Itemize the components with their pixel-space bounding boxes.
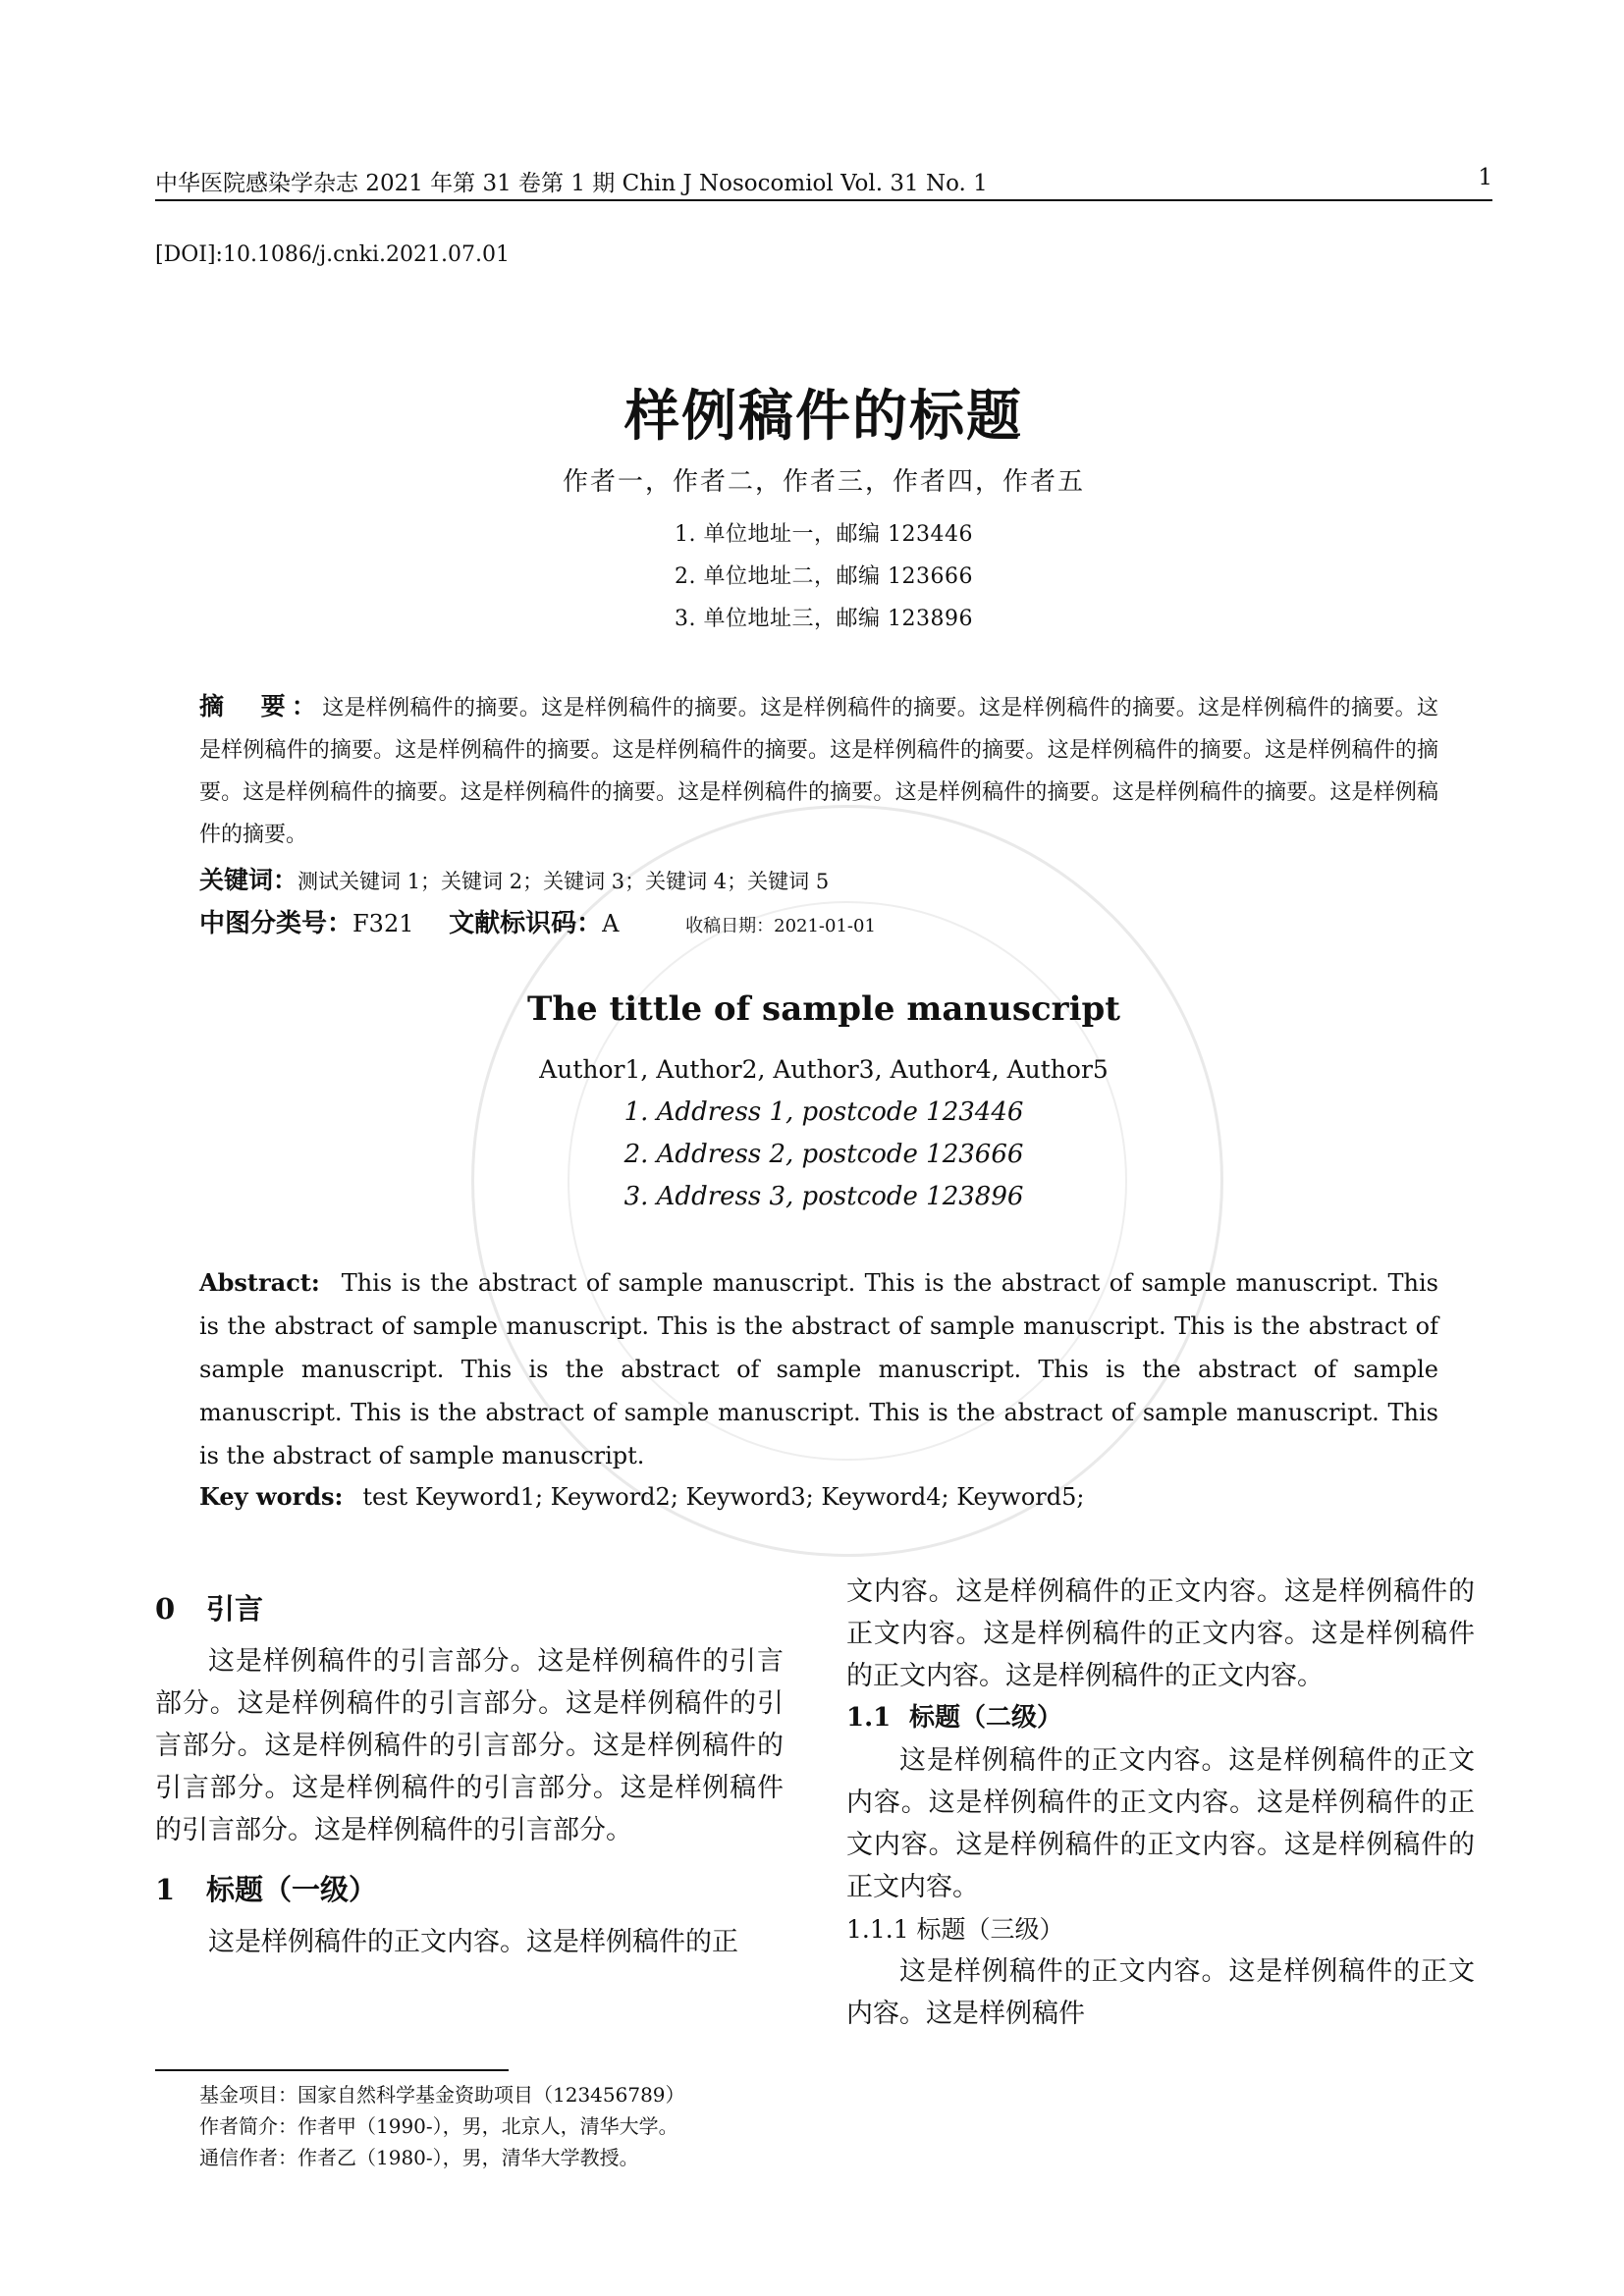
body-right-column bbox=[846, 1571, 1475, 2035]
cn-address-1: 1. 单位地址一，邮编 123446 bbox=[675, 522, 973, 547]
class-label: 中图分类号： bbox=[199, 909, 353, 938]
doi-line: [DOI]:10.1086/j.cnki.2021.07.01 bbox=[155, 242, 510, 267]
section-1-1-paragraph: 这是样例稿件的正文内容。这是样例稿件的正文内容。这是样例稿件的正文内容。这是样例稿件的正文内容。这是样例稿件的正文内容。这是样例稿件的正文内容。 bbox=[846, 1745, 1475, 1902]
section-1-1-heading: 1.1 标题（二级） bbox=[846, 1703, 1063, 1733]
section-0-heading: 0 引言 bbox=[155, 1592, 264, 1626]
body-left-column bbox=[155, 1588, 784, 1963]
en-keywords-label: Key words: bbox=[199, 1482, 344, 1511]
header-rule bbox=[155, 199, 1492, 201]
en-abstract-label: Abstract: bbox=[199, 1268, 320, 1297]
en-address-2: 2. Address 2, postcode 123666 bbox=[623, 1140, 1024, 1169]
footnote-fund: 基金项目：国家自然科学基金资助项目（123456789） bbox=[199, 2083, 685, 2107]
section-0-paragraph: 这是样例稿件的引言部分。这是样例稿件的引言部分。这是样例稿件的引言部分。这是样例稿件的引言部分。这是样例稿件的引言部分。这是样例稿件的引言部分。这是样例稿件的引言部分。这是样例稿件的引言部分。这是样例稿件的引言部分。 bbox=[155, 1646, 784, 1845]
en-keywords bbox=[199, 1482, 1438, 1511]
page-number: 1 bbox=[1478, 165, 1492, 190]
en-authors: Author1, Author2, Author3, Author4, Author5 bbox=[539, 1055, 1109, 1084]
doc-id-label: 文献标识码： bbox=[449, 909, 603, 938]
footnotes bbox=[199, 2079, 685, 2173]
en-address-1: 1. Address 1, postcode 123446 bbox=[623, 1097, 1024, 1127]
received-date: 收稿日期：2021-01-01 bbox=[685, 916, 876, 936]
cn-abstract bbox=[199, 685, 1438, 856]
running-header bbox=[155, 165, 1492, 197]
journal-citation: 中华医院感染学杂志 2021 年第 31 卷第 1 期 Chin J Nosocomiol Vol. 31 No. 1 bbox=[155, 171, 988, 196]
cn-title: 样例稿件的标题 bbox=[624, 384, 1023, 449]
en-abstract-text: This is the abstract of sample manuscript. This is the abstract of sample manuscript. This is the abstract of sample manuscript. This is the abstract of sample manuscript. This is the abstract of sample manuscript. This is the abstract of sample manuscript. This is the abstract of sample manuscript. This is the abstract of sample manuscript. This is the abstract of sample manuscript. This is the abstract of sample manuscript. bbox=[199, 1269, 1438, 1469]
section-1-heading: 1 标题（一级） bbox=[155, 1873, 378, 1906]
class-value: F321 bbox=[352, 910, 414, 937]
cn-keywords-label: 关键词： bbox=[199, 866, 298, 894]
footnote-rule bbox=[155, 2069, 509, 2071]
cn-abstract-label: 摘 要： bbox=[199, 692, 323, 721]
cn-keywords bbox=[199, 861, 1438, 896]
footnote-corresponding: 通信作者：作者乙（1980-），男，清华大学教授。 bbox=[199, 2146, 639, 2169]
cn-authors: 作者一，作者二，作者三，作者四，作者五 bbox=[562, 467, 1085, 497]
cn-address-3: 3. 单位地址三，邮编 123896 bbox=[675, 607, 973, 631]
classification-line bbox=[199, 903, 1438, 939]
section-1-1-1-heading: 1.1.1 标题（三级） bbox=[846, 1915, 1064, 1944]
section-1-1-1-paragraph: 这是样例稿件的正文内容。这是样例稿件的正文内容。这是样例稿件 bbox=[846, 1956, 1475, 2029]
section-1-paragraph-start: 这是样例稿件的正文内容。这是样例稿件的正 bbox=[208, 1927, 738, 1957]
doc-id-value: A bbox=[602, 910, 620, 937]
en-abstract bbox=[199, 1261, 1438, 1477]
section-1-paragraph-cont: 文内容。这是样例稿件的正文内容。这是样例稿件的正文内容。这是样例稿件的正文内容。这是样例稿件的正文内容。这是样例稿件的正文内容。 bbox=[846, 1576, 1475, 1691]
cn-abstract-text: 这是样例稿件的摘要。这是样例稿件的摘要。这是样例稿件的摘要。这是样例稿件的摘要。这是样例稿件的摘要。这是样例稿件的摘要。这是样例稿件的摘要。这是样例稿件的摘要。这是样例稿件的摘要。这是样例稿件的摘要。这是样例稿件的摘要。这是样例稿件的摘要。这是样例稿件的摘要。这是样例稿件的摘要。这是样例稿件的摘要。这是样例稿件的摘要。这是样例稿件的摘要。 bbox=[199, 696, 1438, 847]
en-keywords-text: test Keyword1; Keyword2; Keyword3; Keyword4; Keyword5; bbox=[362, 1483, 1085, 1511]
en-title: The tittle of sample manuscript bbox=[527, 989, 1120, 1029]
cn-keywords-text: 测试关键词 1；关键词 2；关键词 3；关键词 4；关键词 5 bbox=[298, 870, 830, 893]
en-address-3: 3. Address 3, postcode 123896 bbox=[623, 1182, 1024, 1211]
footnote-bio: 作者简介：作者甲（1990-），男，北京人，清华大学。 bbox=[199, 2114, 678, 2138]
cn-address-2: 2. 单位地址二，邮编 123666 bbox=[675, 564, 973, 589]
